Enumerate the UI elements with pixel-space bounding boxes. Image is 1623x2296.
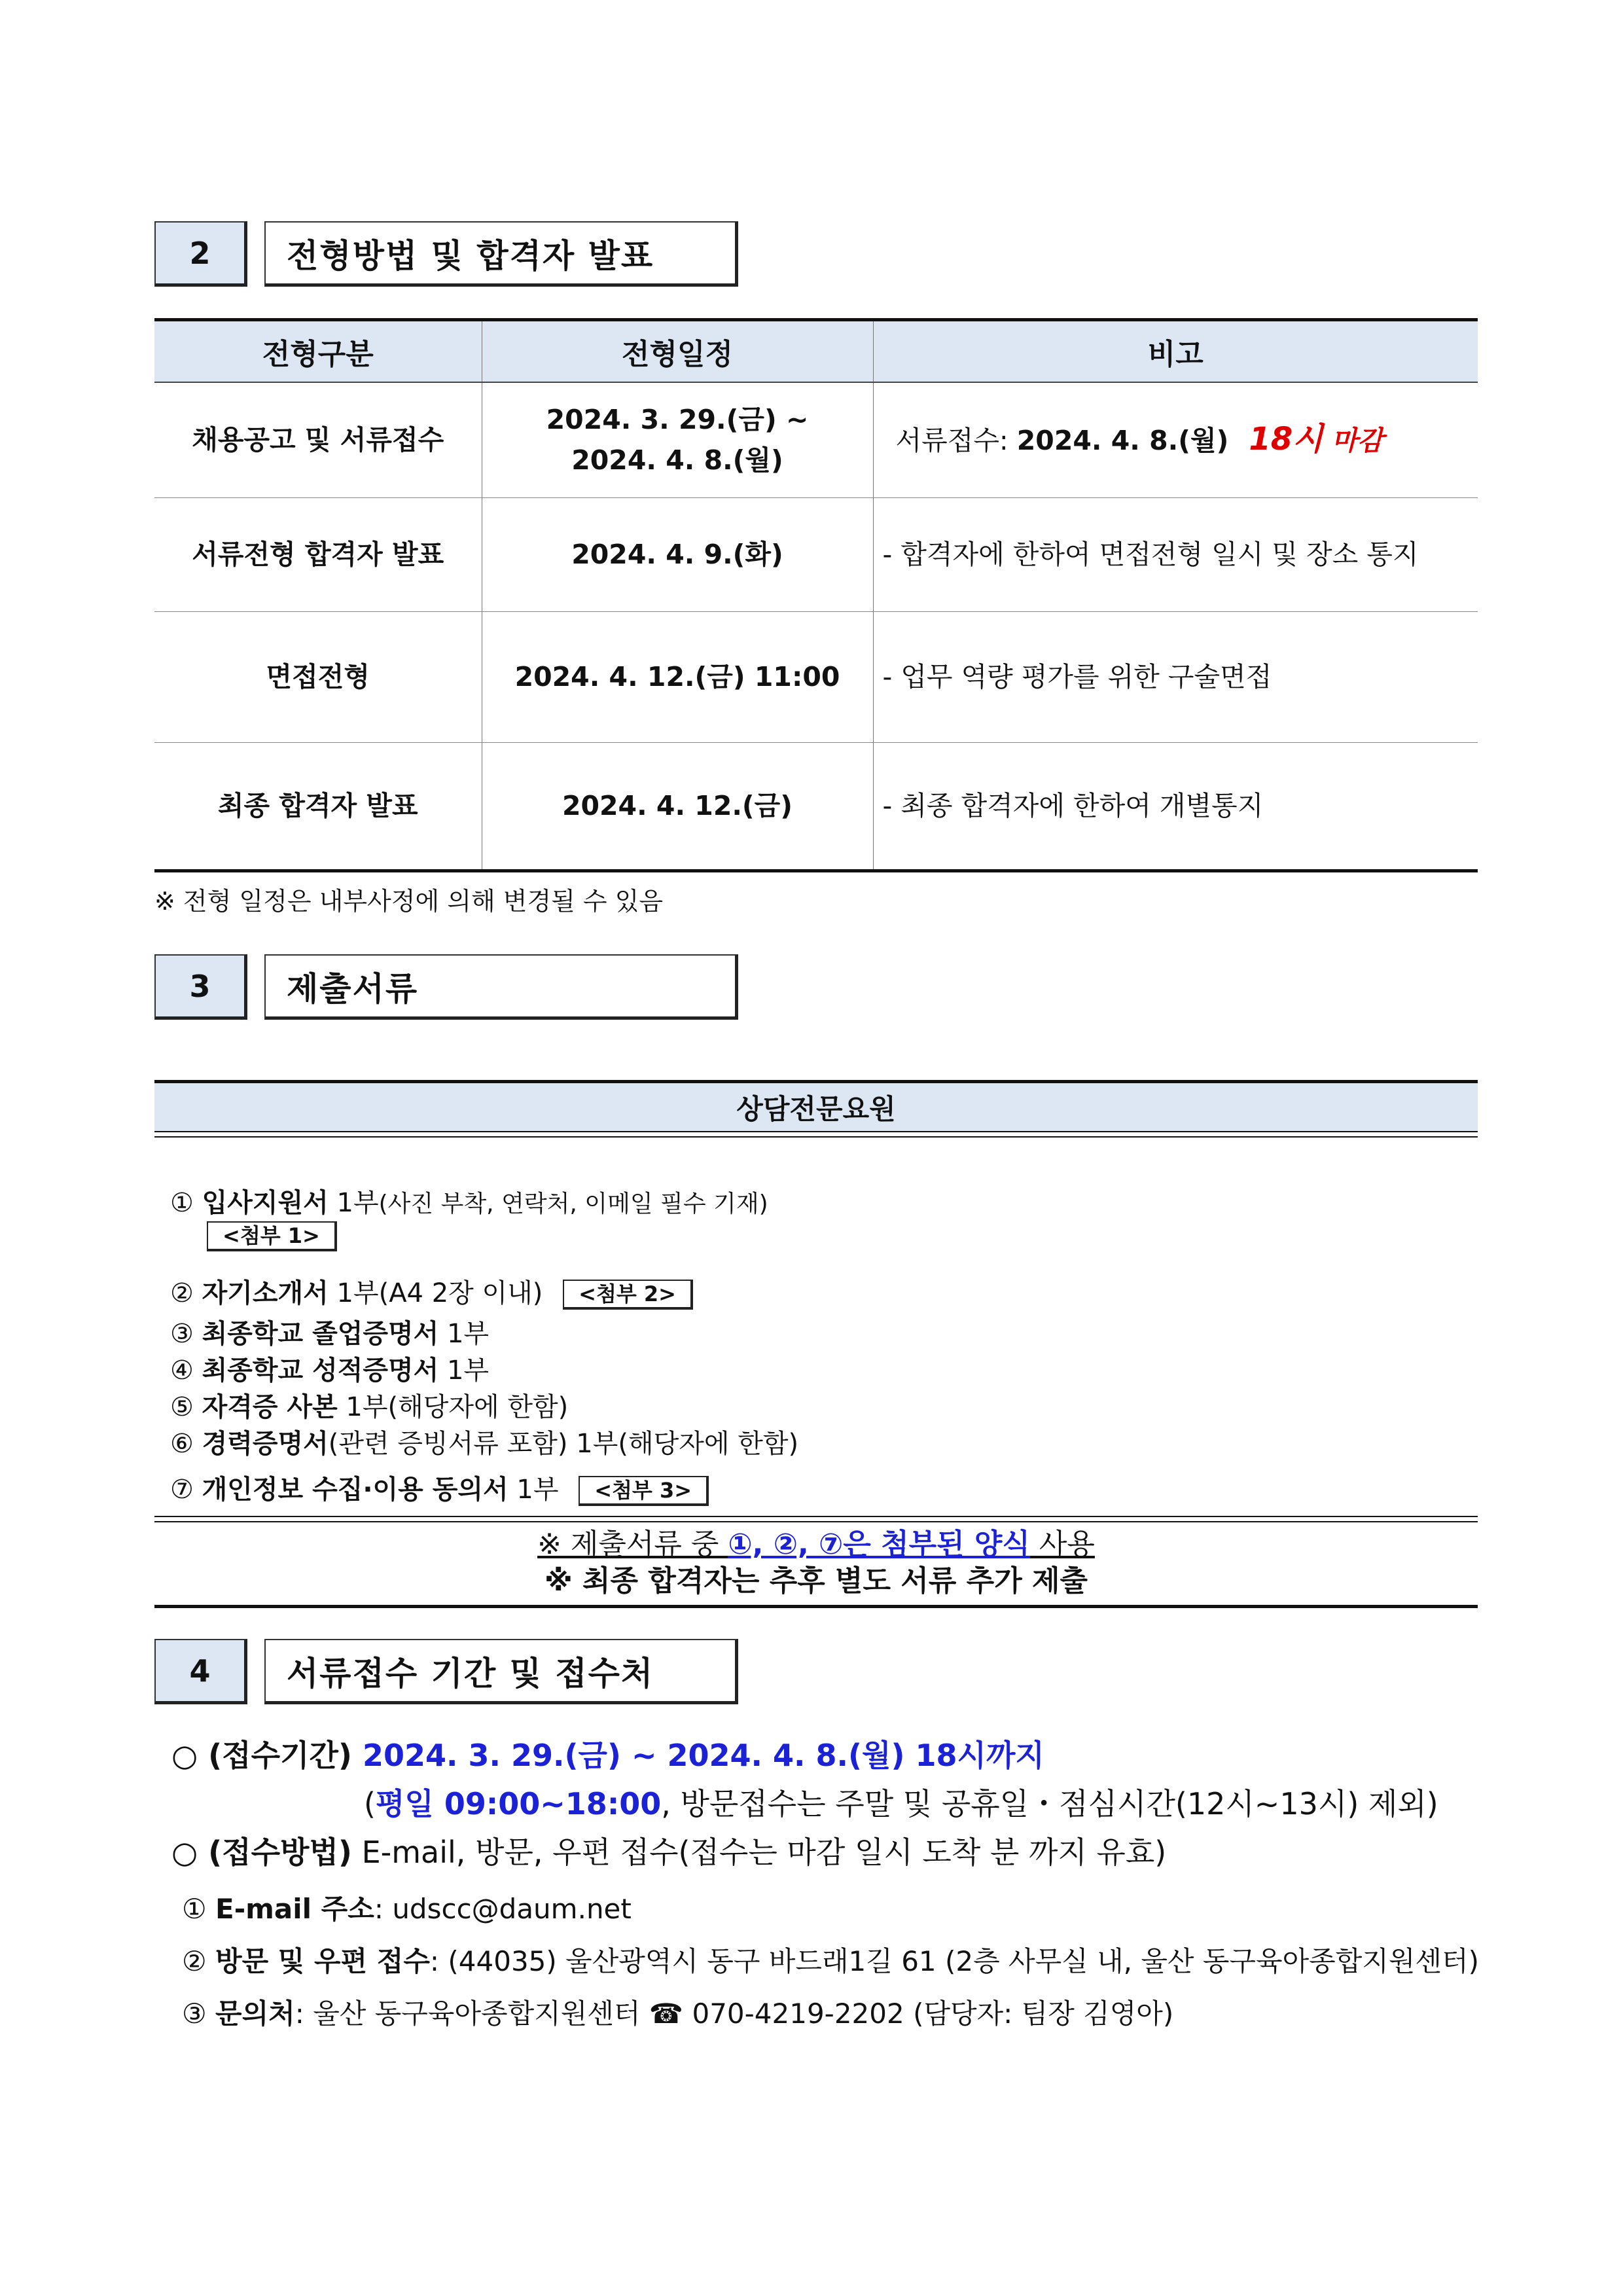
- column-header: 전형일정: [482, 320, 873, 383]
- item-detail: 1부: [328, 1188, 379, 1218]
- item-detail: (관련 증빙서류 포함) 1부(해당자에 한함): [328, 1429, 799, 1459]
- document-item: [170, 1182, 768, 1219]
- item-name: 최종학교 성적증명서: [202, 1355, 439, 1386]
- period-value: 2024. 3. 29.(금) ~ 2024. 4. 8.(월) 18시까지: [362, 1738, 1044, 1773]
- table-row: [154, 611, 1478, 742]
- item-detail: 1부: [508, 1475, 559, 1505]
- section-title: 서류접수 기간 및 접수처: [264, 1639, 738, 1704]
- documents-notice-1: [154, 1525, 1478, 1564]
- contact-item: [182, 1940, 1479, 1979]
- schedule-table: [154, 318, 1478, 872]
- item-note: (사진 부착, 연락처, 이메일 필수 기재): [378, 1191, 768, 1217]
- item-name: 최종학교 졸업증명서: [202, 1319, 439, 1349]
- note-time: 18시: [1249, 421, 1323, 458]
- contact-label: 문의처: [215, 1998, 295, 2030]
- item-detail: 1부(A4 2장 이내): [328, 1278, 543, 1308]
- contact-number: ③: [182, 1998, 207, 2030]
- application-period: [171, 1732, 1044, 1775]
- item-name: 자격증 사본: [202, 1392, 338, 1422]
- stage-cell: 면접전형: [154, 611, 482, 742]
- contact-item: [182, 1992, 1173, 2032]
- divider: [154, 1521, 1478, 1522]
- date-cell: [482, 382, 873, 497]
- item-number: ②: [170, 1278, 194, 1308]
- column-header: 전형구분: [154, 320, 482, 383]
- documents-notice-2: ※ 최종 합격자는 추후 별도 서류 추가 제출: [544, 1564, 1088, 1598]
- item-name: 경력증명서: [202, 1429, 329, 1459]
- stage-cell: 서류전형 합격자 발표: [154, 497, 482, 611]
- document-item: [170, 1469, 709, 1506]
- item-detail: 1부(해당자에 한함): [337, 1392, 569, 1422]
- section-title: 전형방법 및 합격자 발표: [264, 221, 738, 287]
- hours-rest: , 방문접수는 주말 및 공휴일・점심시간(12시~13시) 제외): [661, 1786, 1438, 1821]
- contact-label: 방문 및 우편 접수: [215, 1945, 430, 1977]
- note-suffix: 마감: [1331, 425, 1383, 457]
- contact-value: : (44035) 울산광역시 동구 바드래1길 61 (2층 사무실 내, 울산 동구육아종합지원센터): [429, 1945, 1479, 1977]
- notice-suffix: 사용: [1029, 1528, 1095, 1561]
- divider: [154, 1131, 1478, 1132]
- table-header-row: [154, 320, 1478, 383]
- hours-open: (: [364, 1786, 376, 1821]
- item-number: ①: [170, 1188, 194, 1218]
- item-number: ⑤: [170, 1392, 194, 1422]
- contact-label: E-mail 주소: [215, 1893, 374, 1925]
- method-label: ○ (접수방법): [171, 1835, 352, 1870]
- date-cell: 2024. 4. 12.(금): [482, 742, 873, 870]
- item-name: 자기소개서: [202, 1278, 329, 1308]
- stage-cell: 최종 합격자 발표: [154, 742, 482, 870]
- period-label: ○ (접수기간): [171, 1738, 363, 1773]
- date-line: 2024. 4. 8.(월): [571, 444, 783, 476]
- contact-value: : udscc@daum.net: [374, 1893, 632, 1925]
- date-cell: 2024. 4. 9.(화): [482, 497, 873, 611]
- attachment-tag-label: <첨부 1>: [207, 1221, 337, 1251]
- table-row: [154, 382, 1478, 497]
- attachment-tag: <첨부 2>: [563, 1280, 693, 1310]
- office-hours: [364, 1780, 1438, 1823]
- contact-item: [182, 1888, 632, 1927]
- section-number: 4: [154, 1639, 247, 1704]
- item-detail: 1부: [438, 1319, 490, 1349]
- section-number: 2: [154, 221, 247, 287]
- application-method: [171, 1829, 1166, 1872]
- item-number: ④: [170, 1355, 194, 1386]
- note-cell: - 최종 합격자에 한하여 개별통지: [882, 790, 1264, 821]
- item-number: ⑦: [170, 1475, 194, 1505]
- document-item: [170, 1272, 693, 1310]
- table-row: [154, 742, 1478, 870]
- note-cell: - 합격자에 한하여 면접전형 일시 및 장소 통지: [873, 497, 1478, 611]
- notice-highlight: ①, ②, ⑦은 첨부된 양식: [728, 1528, 1030, 1561]
- document-item: [170, 1423, 798, 1460]
- attachment-tag: <첨부 3>: [579, 1476, 709, 1506]
- contact-number: ②: [182, 1945, 207, 1977]
- item-number: ③: [170, 1319, 194, 1349]
- note-cell: [873, 382, 1478, 497]
- item-name: 개인정보 수집·이용 동의서: [202, 1475, 508, 1505]
- column-header: 비고: [873, 320, 1478, 383]
- hours-value: 평일 09:00~18:00: [375, 1786, 662, 1821]
- table-row: [154, 497, 1478, 611]
- date-cell: 2024. 4. 12.(금) 11:00: [482, 611, 873, 742]
- note-cell: - 업무 역량 평가를 위한 구술면접: [873, 611, 1478, 742]
- divider: [154, 1516, 1478, 1517]
- divider: [154, 1136, 1478, 1138]
- method-value: E-mail, 방문, 우편 접수(접수는 마감 일시 도착 분 까지 유효): [351, 1835, 1167, 1870]
- documents-box-header: 상담전문요원: [154, 1080, 1478, 1131]
- schedule-footnote: ※ 전형 일정은 내부사정에 의해 변경될 수 있음: [154, 887, 664, 916]
- section-title: 제출서류: [264, 954, 738, 1020]
- document-item: [170, 1350, 489, 1387]
- item-number: ⑥: [170, 1429, 194, 1459]
- notice-prefix: ※ 제출서류 중: [537, 1528, 728, 1561]
- stage-cell: 채용공고 및 서류접수: [154, 382, 482, 497]
- item-name: 입사지원서: [202, 1188, 329, 1218]
- document-item: [170, 1386, 568, 1424]
- attachment-tag: [207, 1221, 337, 1251]
- note-date: 2024. 4. 8.(월): [1016, 425, 1229, 457]
- document-item: [170, 1313, 489, 1350]
- item-detail: 1부: [438, 1355, 490, 1386]
- contact-number: ①: [182, 1893, 207, 1925]
- section-number: 3: [154, 954, 247, 1020]
- date-line: 2024. 3. 29.(금) ~: [546, 404, 809, 436]
- divider: [154, 1605, 1478, 1608]
- contact-value: : 울산 동구육아종합지원센터 ☎ 070-4219-2202 (담당자: 팀장 김영아): [294, 1998, 1174, 2030]
- note-prefix: 서류접수:: [895, 425, 1017, 457]
